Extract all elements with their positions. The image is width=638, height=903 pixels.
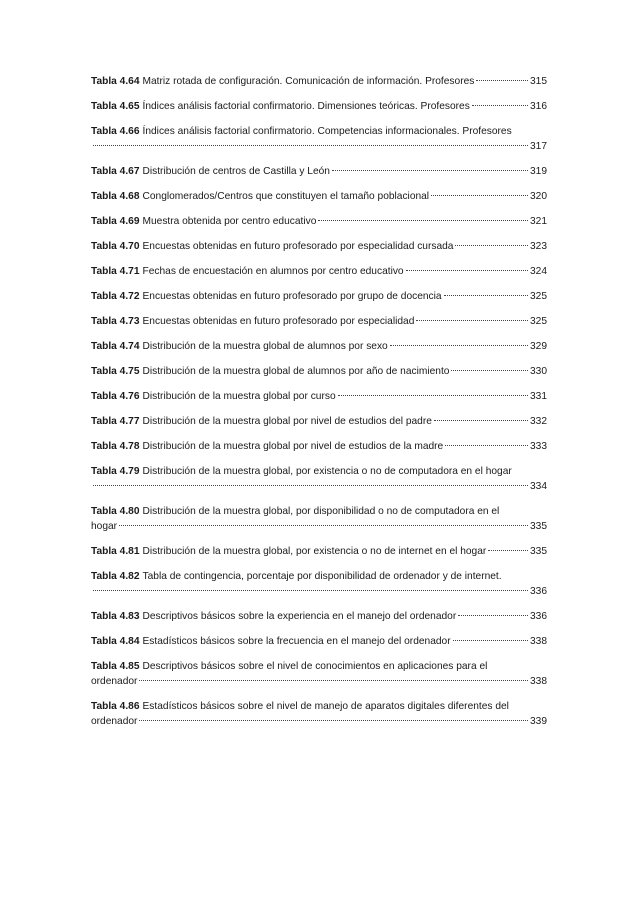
toc-entry-title: Distribución de la muestra global, por existencia o no de internet en el hogar [142, 546, 487, 557]
toc-entry-continuation: ordenador [91, 716, 138, 727]
dot-leader [453, 640, 528, 641]
toc-entry-page: 336 [530, 611, 547, 622]
toc-entry[interactable] [91, 634, 547, 649]
toc-entry-page: 315 [530, 76, 547, 87]
toc-entry-title: Fechas de encuestación en alumnos por centro educativo [142, 266, 404, 277]
dot-leader [390, 345, 528, 346]
toc-entry-page: 332 [530, 416, 547, 427]
toc-entry-row [91, 364, 547, 379]
toc-entry[interactable] [91, 289, 547, 304]
toc-entry-row [91, 479, 547, 494]
toc-entry-row [91, 189, 547, 204]
toc-entry-title: Encuestas obtenidas en futuro profesorado por especialidad cursada [142, 241, 454, 252]
toc-entry-title: Tabla de contingencia, porcentaje por disponibilidad de ordenador y de internet. [142, 571, 502, 582]
toc-entry-label: Tabla 4.76 [91, 391, 140, 402]
toc-entry[interactable] [91, 364, 547, 379]
toc-entry-row [91, 214, 547, 229]
dot-leader [93, 485, 528, 486]
toc-entry-title: Distribución de la muestra global por curso [142, 391, 336, 402]
toc-entry-row [91, 634, 547, 649]
toc-entry[interactable] [91, 464, 547, 494]
toc-entry-title: Distribución de la muestra global de alumnos por sexo [142, 341, 388, 352]
toc-entry-title: Muestra obtenida por centro educativo [142, 216, 317, 227]
toc-entry-title: Encuestas obtenidas en futuro profesorado por grupo de docencia [142, 291, 442, 302]
toc-entry-label: Tabla 4.77 [91, 416, 140, 427]
dot-leader [431, 195, 528, 196]
toc-entry-first-line [91, 124, 547, 139]
toc-entry[interactable] [91, 214, 547, 229]
toc-entry-title: Encuestas obtenidas en futuro profesorado por especialidad [142, 316, 415, 327]
toc-entry[interactable] [91, 439, 547, 454]
toc-entry[interactable] [91, 314, 547, 329]
dot-leader [139, 720, 528, 721]
toc-entry[interactable] [91, 164, 547, 179]
toc-entry-label: Tabla 4.82 [91, 571, 140, 582]
dot-leader [434, 420, 528, 421]
toc-entry-page: 338 [530, 676, 547, 687]
toc-entry-row [91, 139, 547, 154]
toc-entry-title: Distribución de la muestra global, por existencia o no de computadora en el hogar [142, 466, 512, 477]
toc-entry-page: 323 [530, 241, 547, 252]
toc-entry[interactable] [91, 239, 547, 254]
toc-entry-label: Tabla 4.79 [91, 466, 140, 477]
toc-entry-label: Tabla 4.74 [91, 341, 140, 352]
toc-entry-row [91, 439, 547, 454]
toc-entry[interactable] [91, 504, 547, 534]
dot-leader [445, 445, 528, 446]
toc-entry-page: 320 [530, 191, 547, 202]
toc-entry-label: Tabla 4.70 [91, 241, 140, 252]
toc-entry[interactable] [91, 74, 547, 89]
toc-entry-title: Descriptivos básicos sobre la experiencia en el manejo del ordenador [142, 611, 457, 622]
toc-entry-title: Conglomerados/Centros que constituyen el tamaño poblacional [142, 191, 430, 202]
toc-entry-row [91, 239, 547, 254]
toc-entry-row [91, 544, 547, 559]
dot-leader [332, 170, 528, 171]
toc-entry-title: Descriptivos básicos sobre el nivel de conocimientos en aplicaciones para el [142, 661, 488, 672]
toc-entry[interactable] [91, 609, 547, 624]
toc-entry-title: Matriz rotada de configuración. Comunicación de información. Profesores [142, 76, 475, 87]
dot-leader [472, 105, 528, 106]
toc-entry-label: Tabla 4.65 [91, 101, 140, 112]
dot-leader [406, 270, 528, 271]
toc-entry[interactable] [91, 414, 547, 429]
toc-entry[interactable] [91, 389, 547, 404]
toc-entry-row [91, 714, 547, 729]
toc-entry[interactable] [91, 544, 547, 559]
dot-leader [458, 615, 528, 616]
toc-entry-row [91, 99, 547, 114]
toc-entry-first-line [91, 569, 547, 584]
dot-leader [93, 590, 528, 591]
toc-entry-label: Tabla 4.86 [91, 701, 140, 712]
toc-entry-page: 325 [530, 291, 547, 302]
toc-entry-title: Distribución de centros de Castilla y León [142, 166, 330, 177]
toc-entry-page: 330 [530, 366, 547, 377]
dot-leader [488, 550, 528, 551]
dot-leader [318, 220, 528, 221]
toc-entry-label: Tabla 4.83 [91, 611, 140, 622]
toc-entry-title: Distribución de la muestra global por nivel de estudios del padre [142, 416, 432, 427]
toc-entry-first-line [91, 699, 547, 714]
toc-entry-row [91, 609, 547, 624]
toc-entry-row [91, 414, 547, 429]
toc-entry-continuation: hogar [91, 521, 118, 532]
toc-entry-row [91, 314, 547, 329]
toc-entry-row [91, 164, 547, 179]
toc-entry-page: 316 [530, 101, 547, 112]
toc-entry-page: 336 [530, 586, 547, 597]
toc-entry-row [91, 339, 547, 354]
toc-entry-title: Distribución de la muestra global por nivel de estudios de la madre [142, 441, 444, 452]
toc-entry-title: Estadísticos básicos sobre el nivel de manejo de aparatos digitales diferentes del [142, 701, 509, 712]
toc-entry[interactable] [91, 699, 547, 729]
toc-entry-row [91, 389, 547, 404]
toc-entry-label: Tabla 4.72 [91, 291, 140, 302]
toc-entry[interactable] [91, 124, 547, 154]
toc-entry-row [91, 289, 547, 304]
toc-entry-row [91, 519, 547, 534]
toc-entry-first-line [91, 659, 547, 674]
toc-entry-label: Tabla 4.64 [91, 76, 140, 87]
toc-entry-label: Tabla 4.67 [91, 166, 140, 177]
toc-entry-page: 339 [530, 716, 547, 727]
toc-entry[interactable] [91, 339, 547, 354]
toc-entry-row [91, 264, 547, 279]
dot-leader [338, 395, 528, 396]
toc-entry-page: 325 [530, 316, 547, 327]
toc-entry-row [91, 584, 547, 599]
dot-leader [93, 145, 528, 146]
toc-entry-title: Distribución de la muestra global, por disponibilidad o no de computadora en el [142, 506, 500, 517]
toc-entry-label: Tabla 4.85 [91, 661, 140, 672]
toc-entry-page: 319 [530, 166, 547, 177]
toc-entry-page: 317 [530, 141, 547, 152]
toc-entry-page: 324 [530, 266, 547, 277]
dot-leader [416, 320, 528, 321]
toc-entry-label: Tabla 4.68 [91, 191, 140, 202]
toc-entry-title: Índices análisis factorial confirmatorio. Dimensiones teóricas. Profesores [142, 101, 470, 112]
toc-entry-first-line [91, 504, 547, 519]
toc-entry-label: Tabla 4.84 [91, 636, 140, 647]
table-of-contents [91, 74, 547, 739]
dot-leader [139, 680, 528, 681]
dot-leader [119, 525, 528, 526]
toc-entry-page: 321 [530, 216, 547, 227]
toc-entry-title: Estadísticos básicos sobre la frecuencia en el manejo del ordenador [142, 636, 451, 647]
dot-leader [444, 295, 528, 296]
toc-entry[interactable] [91, 569, 547, 599]
toc-entry-label: Tabla 4.81 [91, 546, 140, 557]
toc-entry-page: 338 [530, 636, 547, 647]
toc-entry[interactable] [91, 264, 547, 279]
toc-entry-label: Tabla 4.71 [91, 266, 140, 277]
toc-entry-label: Tabla 4.75 [91, 366, 140, 377]
toc-entry-row [91, 74, 547, 89]
toc-entry-page: 333 [530, 441, 547, 452]
toc-entry-label: Tabla 4.80 [91, 506, 140, 517]
toc-entry-label: Tabla 4.69 [91, 216, 140, 227]
toc-entry-label: Tabla 4.78 [91, 441, 140, 452]
toc-entry[interactable] [91, 99, 547, 114]
toc-entry-continuation: ordenador [91, 676, 138, 687]
toc-entry-page: 335 [530, 521, 547, 532]
toc-entry[interactable] [91, 659, 547, 689]
dot-leader [476, 80, 528, 81]
toc-entry[interactable] [91, 189, 547, 204]
toc-entry-title: Distribución de la muestra global de alumnos por año de nacimiento [142, 366, 450, 377]
toc-entry-title: Índices análisis factorial confirmatorio. Competencias informacionales. Profesores [142, 126, 512, 137]
toc-entry-page: 331 [530, 391, 547, 402]
toc-entry-row [91, 674, 547, 689]
toc-entry-first-line [91, 464, 547, 479]
toc-entry-label: Tabla 4.73 [91, 316, 140, 327]
dot-leader [455, 245, 528, 246]
toc-entry-label: Tabla 4.66 [91, 126, 140, 137]
toc-entry-page: 334 [530, 481, 547, 492]
toc-entry-page: 335 [530, 546, 547, 557]
toc-entry-page: 329 [530, 341, 547, 352]
dot-leader [451, 370, 528, 371]
